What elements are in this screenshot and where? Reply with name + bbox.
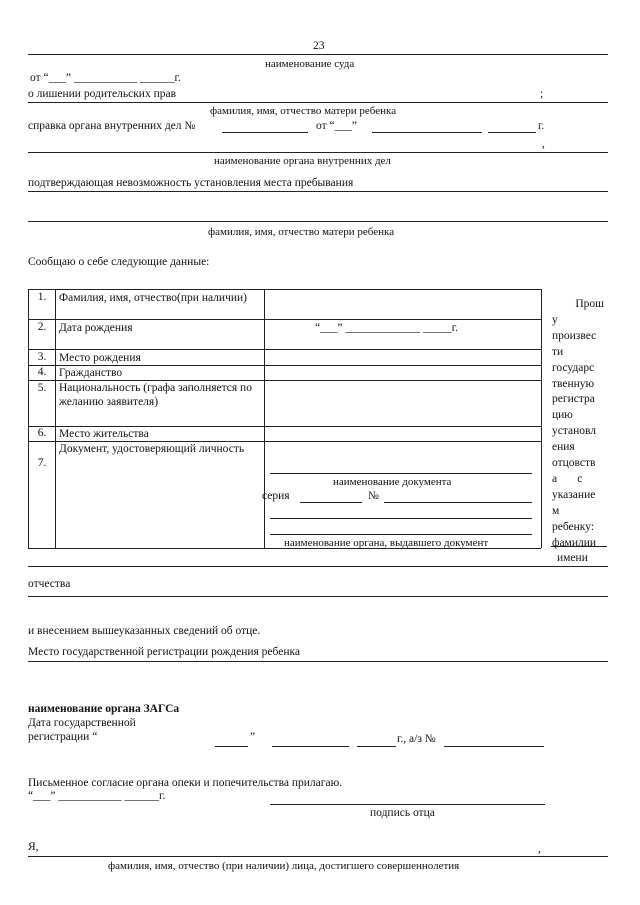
page-number: 23 xyxy=(313,40,325,52)
doc-series-label: серия xyxy=(262,490,290,502)
deprivation-text: о лишении родительских прав xyxy=(28,88,177,100)
father-info-text: и внесением вышеуказанных сведений об отце. xyxy=(28,625,261,637)
zags-date-label-1: Дата государственной xyxy=(28,717,136,729)
police-cert-year-suffix: г. xyxy=(538,120,545,132)
mother-caption-2: фамилия, имя, отчество матери ребенка xyxy=(208,226,395,238)
comma-mark: , xyxy=(542,138,545,150)
row-number: 7. xyxy=(37,457,47,469)
zags-date-label-2: регистрации “ xyxy=(28,731,98,743)
birth-registration-place: Место государственной регистрации рождения ребенка xyxy=(28,646,301,658)
birth-registration-line xyxy=(28,661,608,662)
signature-caption: подпись отца xyxy=(370,807,435,819)
row-number: 3. xyxy=(37,351,47,363)
zags-year-line xyxy=(357,746,396,747)
row-label: Дата рождения xyxy=(59,322,133,334)
doc-name-caption: наименование документа xyxy=(333,476,452,488)
side-text-line: Прош xyxy=(575,298,604,310)
police-caption: наименование органа внутренних дел xyxy=(214,155,391,167)
intro-text: Сообщаю о себе следующие данные: xyxy=(28,256,210,268)
table-border-right xyxy=(541,289,542,548)
mother-line-2 xyxy=(28,221,608,222)
police-cert-month-line xyxy=(372,132,482,133)
table-border-top xyxy=(28,289,541,290)
side-text-line: ти xyxy=(552,345,564,358)
side-text-line: цию xyxy=(552,409,573,422)
row-label: Национальность (графа заполняется по желанию заявителя) xyxy=(59,382,252,408)
surname-line xyxy=(551,546,607,547)
name-line xyxy=(28,566,608,567)
police-cert-date-label: от “___” xyxy=(316,120,357,132)
side-text-line: у xyxy=(552,313,558,326)
table-row-divider xyxy=(28,380,541,381)
side-text-line: твенную xyxy=(552,377,595,390)
side-text-line: ребенку: xyxy=(552,520,595,533)
mother-line-1 xyxy=(28,102,608,103)
row-label: Гражданство xyxy=(59,367,123,379)
table-row-divider xyxy=(28,319,541,320)
confirming-line xyxy=(28,191,608,192)
patronymic-label: отчества xyxy=(28,578,71,590)
police-cert-number-line xyxy=(222,132,308,133)
applicant-caption: фамилия, имя, отчество (при наличии) лица, достигшего совершеннолетия xyxy=(108,860,460,872)
police-line xyxy=(28,152,608,153)
table-row-divider xyxy=(28,365,541,366)
row-label: Место рождения xyxy=(59,352,141,364)
side-text-line: государс xyxy=(552,361,595,374)
zags-record-label: г., а/з № xyxy=(397,733,436,745)
doc-issuer-line-2 xyxy=(270,534,532,535)
side-text-line: м xyxy=(552,504,560,517)
doc-number-label: № xyxy=(368,490,379,502)
table-col-divider xyxy=(55,289,56,548)
birth-date-value: “___” _____________ _____г. xyxy=(315,322,459,334)
zags-day-line xyxy=(215,746,248,747)
table-row-divider xyxy=(28,349,541,350)
row-number: 5. xyxy=(37,382,47,394)
court-decision-date: от “___” ___________ ______г. xyxy=(30,72,181,84)
police-cert-label: справка органа внутренних дел № xyxy=(28,120,196,132)
side-text-line: установл xyxy=(552,425,597,438)
row-number: 2. xyxy=(37,321,47,333)
doc-series-line xyxy=(300,502,362,503)
row-number: 6. xyxy=(37,427,47,439)
side-text-line: произвес xyxy=(552,329,597,342)
side-text-line: фамилии xyxy=(552,536,597,549)
side-text-line: отцовств xyxy=(552,457,596,470)
doc-issuer-caption: наименование органа, выдавшего документ xyxy=(284,537,489,549)
side-text-line: а с xyxy=(552,472,583,485)
zags-record-line xyxy=(444,746,544,747)
police-cert-year-line xyxy=(488,132,536,133)
confirming-text: подтверждающая невозможность установления места пребывания xyxy=(28,177,354,189)
consent-text: Письменное согласие органа опеки и попечительства прилагаю. xyxy=(28,777,343,789)
doc-number-line xyxy=(384,502,532,503)
court-line xyxy=(28,54,608,55)
side-request-text xyxy=(552,297,604,552)
row-label: Документ, удостоверяющий личность xyxy=(59,443,245,455)
zags-month-line xyxy=(272,746,349,747)
mother-caption-1: фамилия, имя, отчество матери ребенка xyxy=(210,105,397,117)
side-text-line: регистра xyxy=(552,393,595,406)
footer-comma: , xyxy=(538,843,541,855)
row-label: Фамилия, имя, отчество(при наличии) xyxy=(59,292,247,304)
zags-date-quote: ” xyxy=(250,731,256,743)
name-label: имени xyxy=(557,552,588,564)
row-number: 1. xyxy=(37,291,47,303)
patronymic-line xyxy=(28,596,608,597)
doc-issuer-line-1 xyxy=(270,518,532,519)
applicant-i-label: Я, xyxy=(28,841,39,853)
row-number: 4. xyxy=(37,366,47,378)
table-row-divider xyxy=(28,441,541,442)
signature-line xyxy=(270,804,545,805)
court-caption: наименование суда xyxy=(265,58,355,70)
row-label: Место жительства xyxy=(59,428,149,440)
table-row-divider xyxy=(28,426,541,427)
side-text-line: указание xyxy=(552,488,596,501)
semicolon-mark: ; xyxy=(540,88,544,100)
table-col-divider xyxy=(264,289,265,548)
doc-name-line xyxy=(270,473,532,474)
consent-date: “___” ___________ ______г. xyxy=(28,790,166,802)
side-text-line: ения xyxy=(552,441,575,454)
zags-caption: наименование органа ЗАГСа xyxy=(28,703,180,715)
applicant-name-line xyxy=(28,856,608,857)
